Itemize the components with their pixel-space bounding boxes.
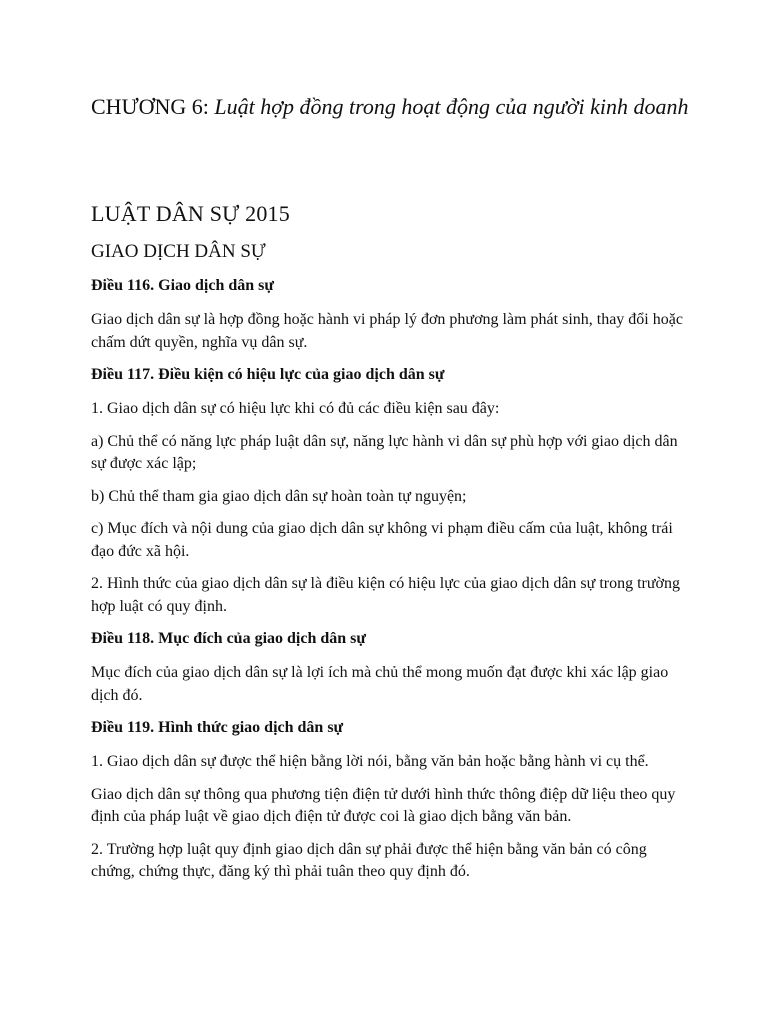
article-119-clause-2: 2. Trường hợp luật quy định giao dịch dân sự phải được thể hiện bằng văn bản có công chứng, chứng thực, đăng ký thì phải tuân theo quy định đó. <box>91 840 647 880</box>
articles-container <box>91 275 691 894</box>
article-116-heading: Điều 116. Giao dịch dân sự <box>91 277 274 294</box>
article-119-heading: Điều 119. Hình thức giao dịch dân sự <box>91 719 344 736</box>
article-119-paragraph-electronic: Giao dịch dân sự thông qua phương tiện điện tử dưới hình thức thông điệp dữ liệu theo quy định của pháp luật về giao dịch điện tử được coi là giao dịch bằng văn bản. <box>91 785 676 825</box>
article-117-clause-2: 2. Hình thức của giao dịch dân sự là điều kiện có hiệu lực của giao dịch dân sự trong trường hợp luật có quy định. <box>91 575 680 615</box>
chapter-name: Luật hợp đồng trong hoạt động của người kinh doanh <box>214 94 689 119</box>
article-117-clause-1: 1. Giao dịch dân sự có hiệu lực khi có đủ các điều kiện sau đây: <box>91 400 500 417</box>
article-117-point-b: b) Chủ thể tham gia giao dịch dân sự hoàn toàn tự nguyện; <box>91 487 467 505</box>
article-117-heading: Điều 117. Điều kiện có hiệu lực của giao dịch dân sự <box>91 366 445 383</box>
article-117-point-a: a) Chủ thể có năng lực pháp luật dân sự, năng lực hành vi dân sự phù hợp với giao dịch dân sự được xác lập; <box>91 432 678 472</box>
section-title: GIAO DỊCH DÂN SỰ <box>91 241 266 262</box>
chapter-prefix: CHƯƠNG 6: <box>91 94 215 119</box>
article-119-clause-1: 1. Giao dịch dân sự được thể hiện bằng lời nói, bằng văn bản hoặc bằng hành vi cụ thể. <box>91 753 649 770</box>
law-title: LUẬT DÂN SỰ 2015 <box>91 201 290 226</box>
chapter-title <box>91 92 691 121</box>
article-117-point-c: c) Mục đích và nội dung của giao dịch dân sự không vi phạm điều cấm của luật, không trái đạo đức xã hội. <box>91 520 673 560</box>
article-118-paragraph: Mục đích của giao dịch dân sự là lợi ích mà chủ thể mong muốn đạt được khi xác lập giao dịch đó. <box>91 664 669 704</box>
article-116-paragraph: Giao dịch dân sự là hợp đồng hoặc hành vi pháp lý đơn phương làm phát sinh, thay đổi hoặc chấm dứt quyền, nghĩa vụ dân sự. <box>91 311 683 351</box>
article-118-heading: Điều 118. Mục đích của giao dịch dân sự <box>91 630 366 647</box>
